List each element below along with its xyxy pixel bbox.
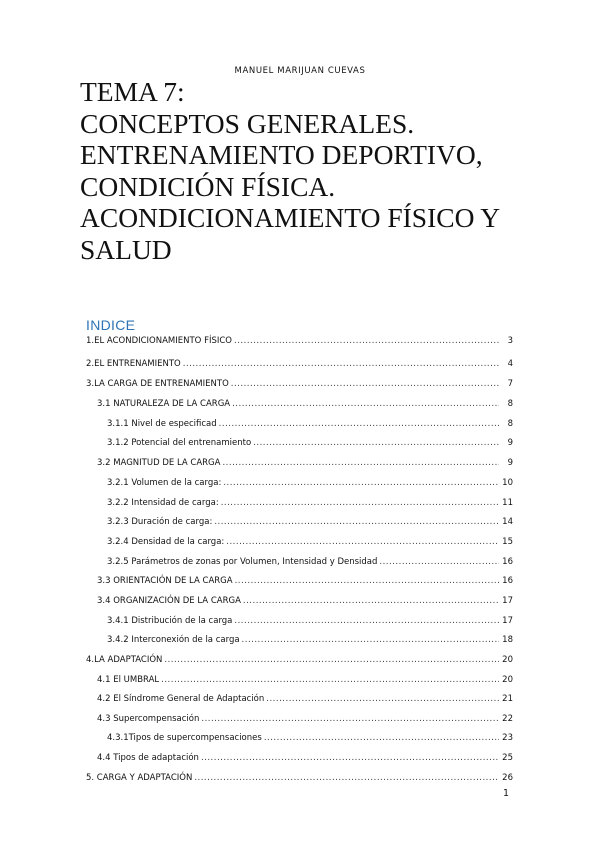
toc-entry[interactable]: [107, 614, 513, 628]
toc-leader: [201, 751, 499, 765]
toc-entry-label: 4.LA ADAPTACIÓN: [86, 655, 163, 665]
toc-leader: [264, 731, 499, 745]
toc-entry[interactable]: [97, 692, 513, 706]
toc-leader: [221, 496, 499, 510]
toc-leader: [231, 377, 499, 391]
toc-entry[interactable]: [107, 535, 513, 549]
toc-entry-label: 3.2.2 Intensidad de carga:: [107, 498, 219, 508]
toc-leader: [253, 436, 499, 450]
toc-entry-label: 3.LA CARGA DE ENTRENAMIENTO: [86, 379, 229, 389]
toc-entry-page: 17: [502, 596, 513, 606]
toc-entry[interactable]: [97, 673, 513, 687]
toc-heading: INDICE: [86, 317, 136, 333]
toc-leader: [164, 653, 499, 667]
toc-entry-label: 4.3.1Tipos de supercompensaciones: [107, 733, 262, 743]
toc-entry[interactable]: [86, 653, 513, 667]
toc-leader: [161, 673, 499, 687]
toc-entry[interactable]: [107, 515, 513, 529]
toc-entry-page: 8: [507, 419, 513, 429]
toc-entry[interactable]: [107, 476, 513, 490]
toc-entry-page: 9: [507, 458, 513, 468]
toc-entry-label: 3.2.1 Volumen de la carga:: [107, 478, 222, 488]
toc-entry-label: 5. CARGA Y ADAPTACIÓN: [86, 773, 193, 783]
toc-entry[interactable]: [107, 731, 513, 745]
toc-entry[interactable]: [97, 456, 513, 470]
toc-entry-label: 4.4 Tipos de adaptación: [97, 753, 199, 763]
toc-leader: [219, 417, 499, 431]
toc-entry-page: 4: [507, 359, 513, 369]
toc-entry-page: 10: [502, 478, 513, 488]
toc-entry-page: 3: [507, 336, 513, 346]
toc-leader: [266, 692, 499, 706]
author-header: MANUEL MARIJUAN CUEVAS: [234, 66, 366, 76]
toc-entry[interactable]: [107, 555, 513, 569]
title-line: CONDICIÓN FÍSICA.: [80, 170, 336, 202]
toc-entry-label: 3.1.2 Potencial del entrenamiento: [107, 438, 252, 448]
toc-entry[interactable]: [86, 771, 513, 785]
toc-entry-label: 3.1 NATURALEZA DE LA CARGA: [97, 399, 231, 409]
toc-entry[interactable]: [97, 594, 513, 608]
toc-entry[interactable]: [97, 751, 513, 765]
toc-leader: [226, 535, 499, 549]
toc-entry-label: 3.2 MAGNITUD DE LA CARGA: [97, 458, 221, 468]
title-line: TEMA 7:: [80, 76, 185, 107]
title-line: SALUD: [80, 233, 172, 265]
toc-entry-page: 22: [502, 714, 513, 724]
toc-entry-label: 4.2 El Síndrome General de Adaptación: [97, 694, 265, 704]
toc-entry-page: 14: [502, 517, 513, 527]
toc-entry-page: 23: [502, 733, 513, 743]
title-line: ACONDICIONAMIENTO FÍSICO Y: [80, 202, 501, 233]
toc-entry-page: 16: [502, 576, 513, 586]
toc-entry-label: 4.3 Supercompensación: [97, 714, 200, 724]
toc-entry[interactable]: [97, 397, 513, 411]
title-line: CONCEPTOS GENERALES.: [80, 107, 415, 139]
toc-entry-label: 3.2.3 Duración de carga:: [107, 517, 213, 527]
document-title: [80, 76, 580, 265]
toc-entry-page: 26: [502, 773, 513, 783]
toc-entry[interactable]: [86, 357, 513, 371]
toc-entry[interactable]: [107, 633, 513, 647]
toc-entry-label: 3.2.4 Densidad de la carga:: [107, 537, 225, 547]
toc-entry-page: 15: [502, 537, 513, 547]
toc-entry-page: 8: [507, 399, 513, 409]
toc-entry[interactable]: [107, 417, 513, 431]
toc-leader: [232, 397, 499, 411]
toc-entry-page: 17: [502, 616, 513, 626]
toc-entry-page: 9: [507, 438, 513, 448]
page-number: 1: [503, 788, 510, 799]
toc-entry[interactable]: [86, 334, 513, 348]
toc-entry-page: 20: [502, 655, 513, 665]
toc-leader: [235, 574, 499, 588]
toc-entry-page: 7: [507, 379, 513, 389]
toc-entry-label: 2.EL ENTRENAMIENTO: [86, 359, 181, 369]
toc-leader: [243, 594, 499, 608]
toc-entry-label: 4.1 El UMBRAL: [97, 675, 160, 685]
toc-leader: [379, 555, 499, 569]
toc-entry[interactable]: [107, 496, 513, 510]
toc-leader: [214, 515, 499, 529]
toc-entry-page: 20: [502, 675, 513, 685]
toc-entry-label: 3.4 ORGANIZACIÓN DE LA CARGA: [97, 596, 241, 606]
toc-entry-label: 3.4.1 Distribución de la carga: [107, 616, 233, 626]
toc-entry-label: 3.2.5 Parámetros de zonas por Volumen, Intensidad y Densidad: [107, 557, 378, 567]
toc-leader: [222, 456, 499, 470]
toc-entry-label: 3.4.2 Interconexión de la carga: [107, 635, 240, 645]
toc-leader: [183, 357, 499, 371]
toc-leader: [234, 614, 499, 628]
toc-leader: [242, 633, 499, 647]
toc-entry-page: 25: [502, 753, 513, 763]
toc-entry-page: 16: [502, 557, 513, 567]
toc-entry-label: 3.3 ORIENTACIÓN DE LA CARGA: [97, 576, 233, 586]
toc-entry[interactable]: [97, 574, 513, 588]
toc-leader: [223, 476, 499, 490]
toc-entry[interactable]: [107, 436, 513, 450]
toc-entry[interactable]: [97, 712, 513, 726]
toc-entry-page: 21: [502, 694, 513, 704]
title-line: ENTRENAMIENTO DEPORTIVO,: [80, 139, 483, 170]
toc-entry-page: 18: [502, 635, 513, 645]
toc-entry-label: 1.EL ACONDICIONAMIENTO FÍSICO: [86, 336, 233, 346]
toc-leader: [201, 712, 499, 726]
toc-leader: [194, 771, 499, 785]
toc-leader: [234, 334, 499, 348]
toc-entry-label: 3.1.1 Nivel de especificad: [107, 419, 217, 429]
toc-entry[interactable]: [86, 377, 513, 391]
toc-entry-page: 11: [502, 498, 513, 508]
